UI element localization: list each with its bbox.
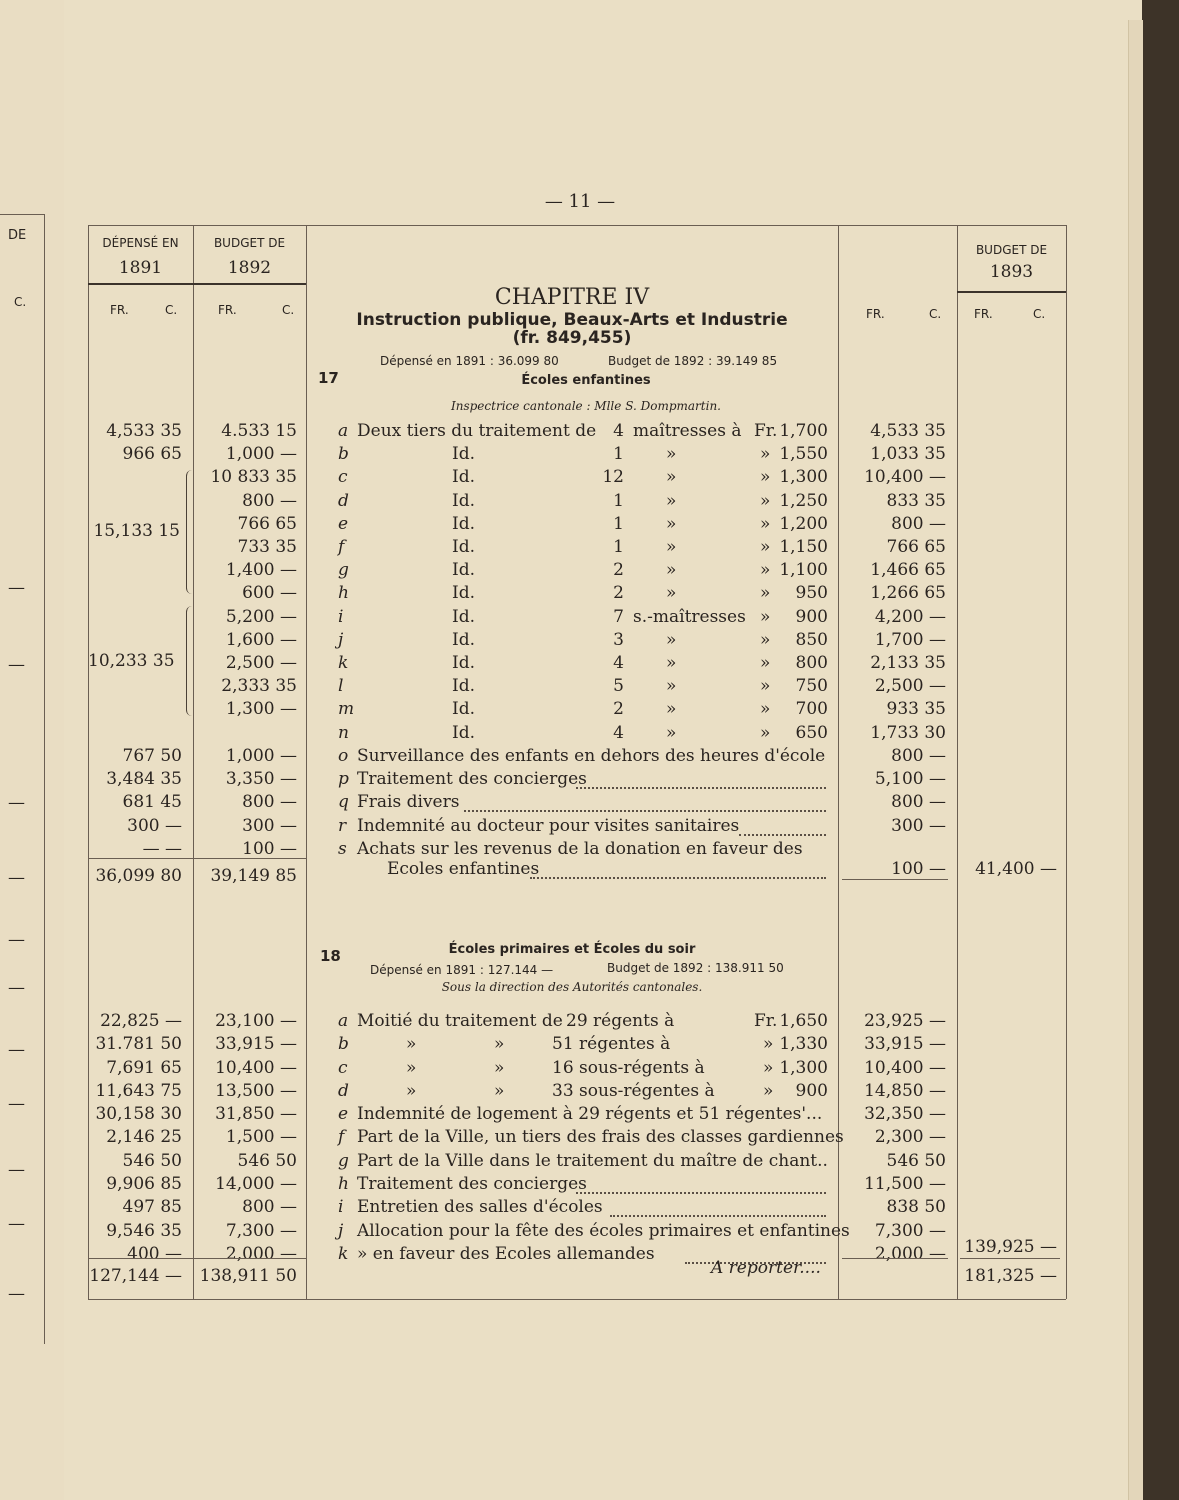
amount-1891: 9,906 85: [106, 1174, 182, 1194]
row-count: 2: [613, 583, 624, 603]
row-description: Traitement des concierges: [357, 1174, 587, 1194]
row-letter: g: [338, 560, 349, 580]
amount-1891: 681 45: [122, 792, 182, 812]
left-dash: —: [8, 793, 25, 813]
amount-1891: 9,546 35: [106, 1221, 182, 1241]
amount-1892: 800 —: [242, 491, 297, 511]
chapter-amount: (fr. 849,455): [512, 328, 632, 348]
row-letter: e: [338, 514, 349, 534]
left-dash: —: [8, 978, 25, 998]
fr-label: FR.: [974, 307, 993, 321]
row-count: 4: [613, 421, 624, 441]
row-rate: 650: [795, 723, 828, 743]
c-label: C.: [929, 307, 942, 321]
fr-label: FR.: [110, 303, 129, 317]
header-rule: [88, 283, 306, 285]
row-rate: 1,150: [779, 537, 828, 557]
row-ditto: »: [494, 1034, 505, 1054]
row-description: Id.: [452, 583, 476, 603]
subtotal-rule: [193, 1258, 306, 1259]
row-description: Id.: [452, 467, 476, 487]
amount-proposed: 1,033 35: [870, 444, 946, 464]
left-dash: —: [8, 1284, 25, 1304]
row-description: Moitié du traitement de: [357, 1011, 563, 1031]
row-rate: 800: [795, 653, 828, 673]
amount-1891: 767 50: [122, 746, 182, 766]
row-kind: »: [666, 467, 677, 487]
leader-dots: [530, 857, 826, 879]
amount-1892: 100 —: [242, 839, 297, 859]
row-rate: 700: [795, 699, 828, 719]
row-kind: »: [666, 444, 677, 464]
row-letter: c: [338, 467, 348, 487]
k-total-1893: 139,925 —: [964, 1237, 1057, 1257]
row-kind: s.-maîtresses: [633, 607, 746, 627]
row-prefix: »: [763, 1058, 774, 1078]
amount-proposed: 1,733 30: [870, 723, 946, 743]
amount-1892: 2,000 —: [225, 1244, 297, 1264]
amount-proposed: 833 35: [886, 491, 946, 511]
amount-proposed: 10,400 —: [864, 1058, 946, 1078]
amount-proposed: 7,300 —: [874, 1221, 946, 1241]
amount-1892: 1,000 —: [225, 746, 297, 766]
amount-proposed: 933 35: [886, 699, 946, 719]
row-rate: 900: [795, 1081, 828, 1101]
amount-proposed: 4,200 —: [874, 607, 946, 627]
row-description: Id.: [452, 723, 476, 743]
row-letter: h: [338, 1174, 349, 1194]
row-description: Indemnité au docteur pour visites sanitaires: [357, 816, 740, 836]
row-letter: c: [338, 1058, 348, 1078]
row-letter: g: [338, 1151, 349, 1171]
row-prefix: »: [760, 491, 771, 511]
row-letter: j: [338, 630, 344, 650]
row-description: Deux tiers du traitement de: [357, 421, 597, 441]
row-letter: m: [338, 699, 355, 719]
row-prefix: »: [760, 560, 771, 580]
subtotal-rule: [842, 879, 948, 880]
amount-1891: 11,643 75: [95, 1081, 182, 1101]
row-rate: 950: [795, 583, 828, 603]
row-kind: »: [666, 560, 677, 580]
row-prefix: »: [763, 1034, 774, 1054]
inspector-line: Inspectrice cantonale : Mlle S. Dompmartin.: [451, 399, 721, 413]
row-count: 1: [613, 444, 624, 464]
row-description: Id.: [452, 653, 476, 673]
left-col-rule: [44, 214, 45, 1344]
row-letter: r: [338, 816, 347, 836]
row-description: Entretien des salles d'écoles: [357, 1197, 603, 1217]
leader-dots: [576, 1172, 826, 1194]
amount-proposed: 800 —: [891, 792, 946, 812]
row-letter: n: [338, 723, 349, 743]
row-letter: e: [338, 1104, 349, 1124]
row-count: 4: [613, 653, 624, 673]
amount-proposed: 11,500 —: [864, 1174, 946, 1194]
left-de-label: DE: [8, 228, 27, 243]
row-rate: 1,550: [779, 444, 828, 464]
row-letter: o: [338, 746, 349, 766]
row-description: Id.: [452, 607, 476, 627]
row-rank: 33 sous-régentes à: [552, 1081, 715, 1101]
amount-1892: 1,500 —: [225, 1127, 297, 1147]
total-1893: 41,400 —: [975, 859, 1057, 879]
amount-1891: 2,146 25: [106, 1127, 182, 1147]
amount-1891: 497 85: [122, 1197, 182, 1217]
row-description: »: [406, 1034, 417, 1054]
row-description: Id.: [452, 444, 476, 464]
section-depense: Dépensé en 1891 : 127.144 —: [370, 963, 554, 977]
row-letter: q: [338, 792, 349, 812]
amount-proposed: 800 —: [891, 514, 946, 534]
amount-1892: 10,400 —: [215, 1058, 297, 1078]
left-dash: —: [8, 868, 25, 888]
row-description: Id.: [452, 491, 476, 511]
row-description: Surveillance des enfants en dehors des heures d'école: [357, 746, 826, 766]
row-description: Part de la Ville dans le traitement du maître de chant..: [357, 1151, 828, 1171]
row-count: 3: [613, 630, 624, 650]
row-ditto: »: [494, 1081, 505, 1101]
chapter-subtitle: Instruction publique, Beaux-Arts et Industrie: [356, 310, 788, 330]
amount-proposed: 2,133 35: [870, 653, 946, 673]
row-prefix: Fr.: [754, 1011, 778, 1031]
amount-1891: — —: [142, 839, 182, 859]
col2-header: BUDGET DE: [213, 236, 286, 250]
left-dash: —: [8, 1094, 25, 1114]
amount-1892: 1,400 —: [225, 560, 297, 580]
row-count: 5: [613, 676, 624, 696]
row-description: Achats sur les revenus de la donation en faveur des: [357, 839, 803, 859]
total-1893: 181,325 —: [964, 1266, 1057, 1286]
row-prefix: »: [760, 537, 771, 557]
amount-proposed: 1,466 65: [870, 560, 946, 580]
amount-1891: 4,533 35: [106, 421, 182, 441]
amount-proposed: 23,925 —: [864, 1011, 946, 1031]
row-kind: »: [666, 723, 677, 743]
row-letter: a: [338, 1011, 349, 1031]
amount-proposed: 2,300 —: [874, 1127, 946, 1147]
c-label: C.: [1033, 307, 1046, 321]
row-ditto: »: [494, 1058, 505, 1078]
chapter-budget: Budget de 1892 : 39.149 85: [608, 354, 778, 368]
amount-proposed: 2,000 —: [874, 1244, 946, 1264]
direction-line: Sous la direction des Autorités cantonales.: [441, 980, 703, 994]
amount-proposed: 838 50: [886, 1197, 946, 1217]
subtotal-rule: [193, 858, 306, 859]
amount-1892: 14,000 —: [215, 1174, 297, 1194]
row-kind: »: [666, 699, 677, 719]
amount-proposed: 5,100 —: [874, 769, 946, 789]
left-dash: —: [8, 1214, 25, 1234]
amount-proposed: 33,915 —: [864, 1034, 946, 1054]
amount-1892: 800 —: [242, 1197, 297, 1217]
section-budget: Budget de 1892 : 138.911 50: [607, 961, 784, 975]
amount-proposed: 4,533 35: [870, 421, 946, 441]
row-rank: 16 sous-régents à: [552, 1058, 705, 1078]
row-letter: i: [338, 1197, 344, 1217]
chapter-depense: Dépensé en 1891 : 36.099 80: [380, 354, 559, 368]
fr-label: FR.: [866, 307, 885, 321]
amount-1892: 2,500 —: [225, 653, 297, 673]
amount-proposed: 10,400 —: [864, 467, 946, 487]
brace-group1: [186, 470, 193, 594]
amount-1892: 1,300 —: [225, 699, 297, 719]
row-rate: 1,200: [779, 514, 828, 534]
amount-1892: 546 50: [237, 1151, 297, 1171]
amount-1891: 22,825 —: [100, 1011, 182, 1031]
amount-1892: 766 65: [237, 514, 297, 534]
page-edge: [1128, 20, 1143, 1500]
group2-total: 10,233 35: [88, 651, 175, 671]
row-count: 1: [613, 514, 624, 534]
row-count: 2: [613, 560, 624, 580]
amount-1892: 3,350 —: [225, 769, 297, 789]
row-letter: i: [338, 607, 344, 627]
amount-1891: 30,158 30: [95, 1104, 182, 1124]
row-description: Id.: [452, 699, 476, 719]
section-number: 18: [320, 947, 341, 965]
row-letter: d: [338, 1081, 349, 1101]
amount-1892: 1,600 —: [225, 630, 297, 650]
amount-proposed: 32,350 —: [864, 1104, 946, 1124]
amount-proposed: 2,500 —: [874, 676, 946, 696]
a-reporter: A reporter....: [711, 1258, 821, 1278]
subtotal-rule: [960, 1258, 1060, 1259]
page-number: — 11 —: [544, 191, 616, 212]
row-rate: 1,100: [779, 560, 828, 580]
col2-year: 1892: [227, 258, 272, 278]
row-letter: h: [338, 583, 349, 603]
amount-proposed: 800 —: [891, 746, 946, 766]
row-kind: maîtresses à: [633, 421, 742, 441]
row-description: Part de la Ville, un tiers des frais des classes gardiennes: [357, 1127, 844, 1147]
row-count: 1: [613, 537, 624, 557]
amount-1891: 31.781 50: [95, 1034, 182, 1054]
amount-1892: 733 35: [237, 537, 297, 557]
amount-1892: 23,100 —: [215, 1011, 297, 1031]
amount-1892: 1,000 —: [225, 444, 297, 464]
row-count: 12: [602, 467, 624, 487]
row-description: Id.: [452, 537, 476, 557]
row-prefix: »: [760, 630, 771, 650]
left-dash: —: [8, 578, 25, 598]
amount-proposed: 1,266 65: [870, 583, 946, 603]
col-rule: [957, 225, 958, 1299]
left-dash: —: [8, 1040, 25, 1060]
s-continuation: Ecoles enfantines: [387, 859, 540, 879]
row-prefix: »: [760, 444, 771, 464]
col1-year: 1891: [118, 258, 163, 278]
fr-label: FR.: [218, 303, 237, 317]
left-dash: —: [8, 655, 25, 675]
subtotal-rule: [842, 1258, 948, 1259]
amount-1892: 2,333 35: [221, 676, 297, 696]
row-rate: 1,300: [779, 467, 828, 487]
amount-1892: 4.533 15: [221, 421, 297, 441]
row-letter: f: [338, 537, 345, 557]
row-count: 7: [613, 607, 624, 627]
row-prefix: »: [760, 653, 771, 673]
amount-1892: 800 —: [242, 792, 297, 812]
row-description: Id.: [452, 560, 476, 580]
row-prefix: Fr.: [754, 421, 778, 441]
amount-1892: 300 —: [242, 816, 297, 836]
row-description: »: [406, 1058, 417, 1078]
left-dash: —: [8, 930, 25, 950]
col-rule: [1066, 225, 1067, 1299]
amount-1891: 7,691 65: [106, 1058, 182, 1078]
row-count: 4: [613, 723, 624, 743]
group1-total: 15,133 15: [93, 521, 180, 541]
row-description: Frais divers: [357, 792, 460, 812]
row-prefix: »: [760, 467, 771, 487]
col1-header: DÉPENSÉ EN: [102, 236, 179, 250]
row-description: Indemnité de logement à 29 régents et 51 régentes'...: [357, 1104, 823, 1124]
c-label: C.: [165, 303, 178, 317]
row-prefix: »: [760, 514, 771, 534]
row-letter: a: [338, 421, 349, 441]
total-1891: 127,144 —: [89, 1266, 182, 1286]
amount-1892: 31,850 —: [215, 1104, 297, 1124]
row-kind: »: [666, 630, 677, 650]
amount-proposed: 1,700 —: [874, 630, 946, 650]
amount-1892: 10 833 35: [210, 467, 297, 487]
row-rate: 1,300: [779, 1058, 828, 1078]
row-letter: p: [338, 769, 349, 789]
left-dash: —: [8, 1160, 25, 1180]
leader-dots: [576, 767, 826, 789]
left-page-fragment: [0, 0, 64, 1500]
amount-1891: 400 —: [127, 1244, 182, 1264]
row-description: Allocation pour la fête des écoles primaires et enfantines: [357, 1221, 850, 1241]
row-description: Id.: [452, 514, 476, 534]
row-letter: l: [338, 676, 344, 696]
subtotal-rule: [88, 858, 193, 859]
s-amount: 100 —: [891, 859, 946, 879]
amount-proposed: 546 50: [886, 1151, 946, 1171]
amount-1892: 33,915 —: [215, 1034, 297, 1054]
amount-1892: 5,200 —: [225, 607, 297, 627]
row-rate: 1,650: [779, 1011, 828, 1031]
section-title: Écoles enfantines: [521, 373, 651, 388]
row-letter: s: [338, 839, 347, 859]
row-kind: »: [666, 676, 677, 696]
row-kind: »: [666, 514, 677, 534]
row-description: » en faveur des Ecoles allemandes: [357, 1244, 655, 1264]
row-kind: »: [666, 491, 677, 511]
total-1891: 36,099 80: [95, 866, 182, 886]
row-description: »: [406, 1081, 417, 1101]
brace-group2: [186, 606, 193, 716]
row-kind: »: [666, 537, 677, 557]
amount-1891: 966 65: [122, 444, 182, 464]
left-rule: [0, 214, 44, 215]
leader-dots: [610, 1195, 826, 1217]
row-description: Id.: [452, 676, 476, 696]
row-count: 1: [613, 491, 624, 511]
row-rate: 1,250: [779, 491, 828, 511]
row-prefix: »: [760, 583, 771, 603]
amount-proposed: 766 65: [886, 537, 946, 557]
section-number: 17: [318, 369, 339, 387]
amount-proposed: 14,850 —: [864, 1081, 946, 1101]
row-letter: j: [338, 1221, 344, 1241]
col5-year: 1893: [989, 262, 1034, 282]
amount-1892: 7,300 —: [225, 1221, 297, 1241]
amount-1892: 13,500 —: [215, 1081, 297, 1101]
chapter-title: CHAPITRE IV: [494, 285, 650, 310]
row-description: Traitement des concierges: [357, 769, 587, 789]
section-title: Écoles primaires et Écoles du soir: [448, 942, 696, 957]
row-kind: »: [666, 583, 677, 603]
row-letter: k: [338, 653, 349, 673]
amount-proposed: 300 —: [891, 816, 946, 836]
row-kind: »: [666, 653, 677, 673]
amount-1891: 546 50: [122, 1151, 182, 1171]
row-prefix: »: [760, 723, 771, 743]
amount-1892: 600 —: [242, 583, 297, 603]
row-letter: f: [338, 1127, 345, 1147]
left-c-label: C.: [14, 295, 27, 309]
row-letter: k: [338, 1244, 349, 1264]
row-rate: 900: [795, 607, 828, 627]
row-rate: 1,330: [779, 1034, 828, 1054]
row-letter: d: [338, 491, 349, 511]
row-letter: b: [338, 1034, 349, 1054]
c-label: C.: [282, 303, 295, 317]
row-rank: 29 régents à: [566, 1011, 675, 1031]
col5-header: BUDGET DE: [975, 243, 1048, 257]
table-bottom-rule: [88, 1299, 1066, 1300]
row-rate: 1,700: [779, 421, 828, 441]
row-count: 2: [613, 699, 624, 719]
leader-dots: [739, 814, 826, 836]
header-rule: [957, 291, 1066, 293]
total-1892: 39,149 85: [210, 866, 297, 886]
row-description: Id.: [452, 630, 476, 650]
row-rate: 850: [795, 630, 828, 650]
amount-1891: 300 —: [127, 816, 182, 836]
subtotal-rule: [88, 1258, 193, 1259]
amount-1891: 3,484 35: [106, 769, 182, 789]
row-rate: 750: [795, 676, 828, 696]
row-letter: b: [338, 444, 349, 464]
row-prefix: »: [760, 676, 771, 696]
row-rank: 51 régentes à: [552, 1034, 671, 1054]
table-top-rule: [88, 225, 1066, 226]
total-1892: 138,911 50: [199, 1266, 297, 1286]
row-prefix: »: [760, 607, 771, 627]
row-prefix: »: [760, 699, 771, 719]
row-prefix: »: [763, 1081, 774, 1101]
leader-dots: [464, 790, 826, 812]
